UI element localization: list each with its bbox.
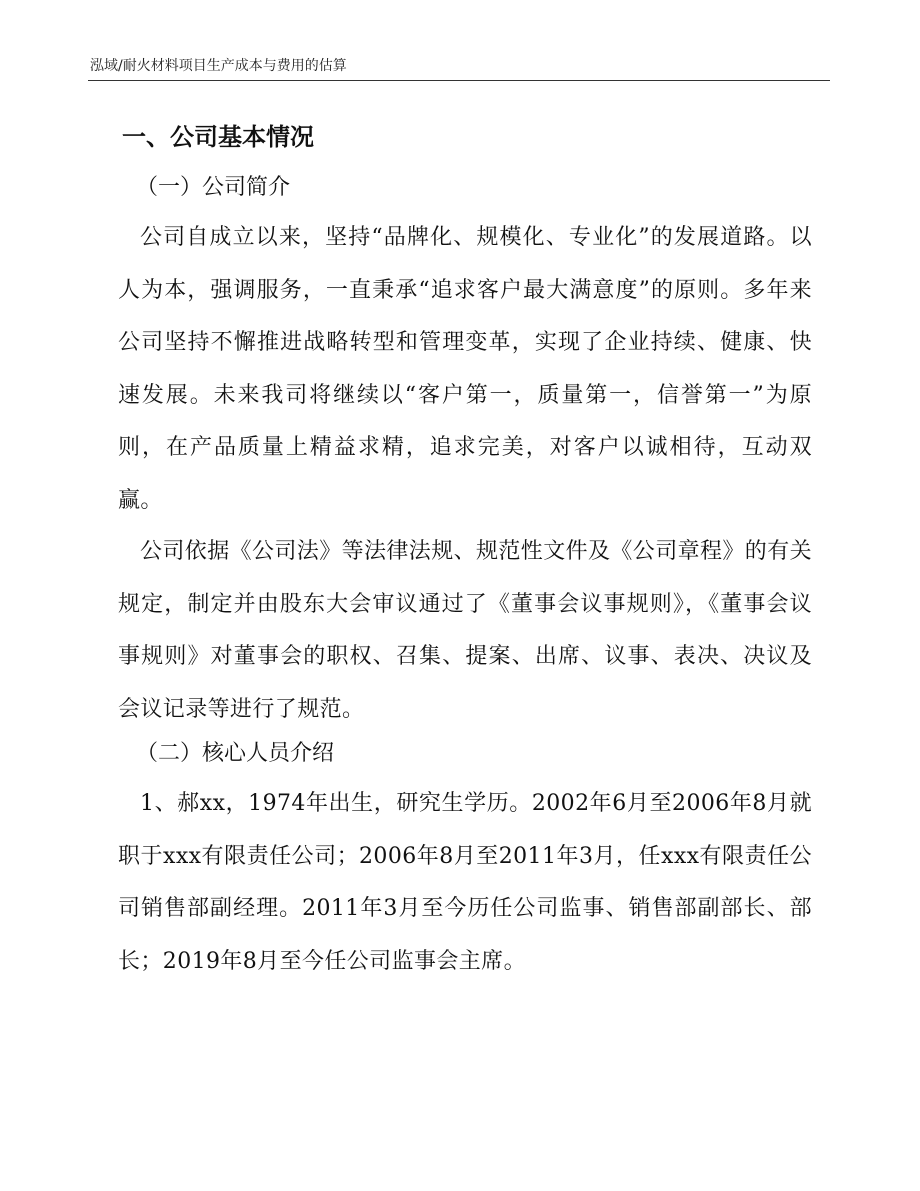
company-profile-paragraph-1: 公司自成立以来，坚持“品牌化、规模化、专业化”的发展道路。以人为本，强调服务，一直秉承“追求客户最大满意度”的原则。多年来公司坚持不懈推进战略转型和管理变革，实现了企业持续、健康、快速发展。未来我司将继续以“客户第一，质量第一，信誉第一”为原则，在产品质量上精益求精，追求完美，对客户以诚相待，互动双赢。 [118, 225, 812, 513]
running-header: 泓域/耐火材料项目生产成本与费用的估算 [90, 58, 347, 74]
core-staff-paragraph-1: 1、郝xx，1974年出生，研究生学历。2002年6月至2006年8月就职于xxx有限责任公司；2006年8月至2011年3月，任xxx有限责任公司销售部副经理。2011年3月至今历任公司监事、销售部副部长、部长；2019年8月至今任公司监事会主席。 [118, 791, 812, 974]
section-heading: 一、公司基本情况 [122, 123, 314, 151]
header-divider [88, 80, 830, 81]
subsection-heading-company-profile: （一）公司简介 [136, 175, 291, 200]
subsection-heading-core-staff: （二）核心人员介绍 [136, 741, 335, 766]
company-profile-paragraph-2: 公司依据《公司法》等法律法规、规范性文件及《公司章程》的有关规定，制定并由股东大会审议通过了《董事会议事规则》，《董事会议事规则》对董事会的职权、召集、提案、出席、议事、表决、决议及会议记录等进行了规范。 [118, 539, 813, 722]
